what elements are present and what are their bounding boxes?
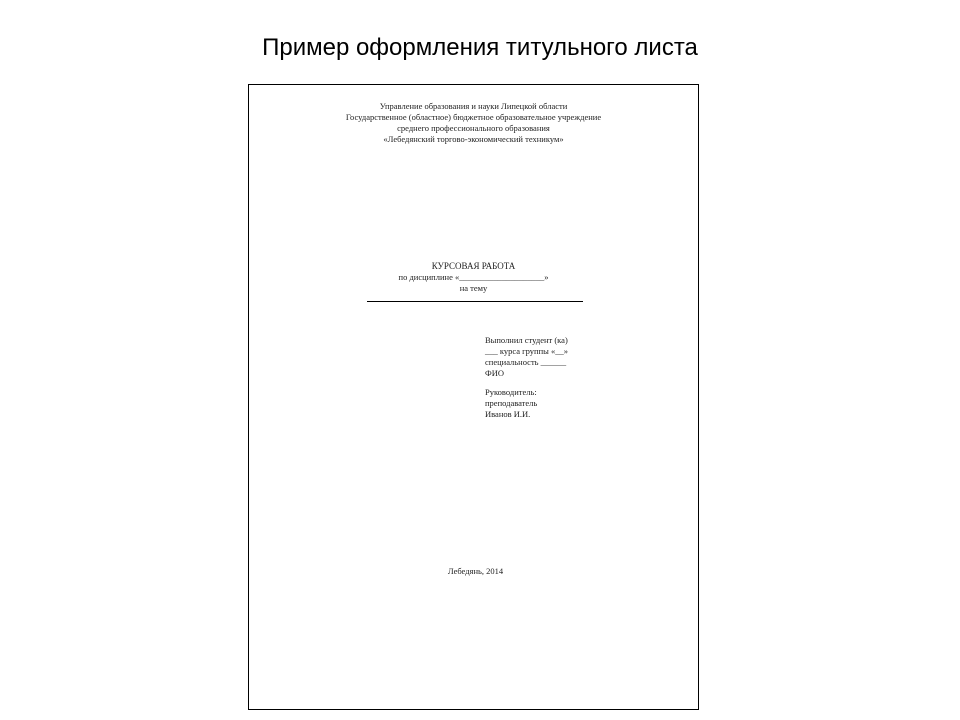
student-line-specialty: специальность ______	[485, 357, 567, 367]
work-topic-label: на тему	[459, 283, 488, 293]
student-line-performed-by: Выполнил студент (ка)	[485, 335, 568, 345]
supervisor-info	[485, 387, 537, 420]
supervisor-position: преподаватель	[485, 398, 538, 408]
header-line-education-level: среднего профессионального образования	[397, 123, 550, 133]
header-line-ministry: Управление образования и науки Липецкой области	[379, 101, 568, 111]
work-title: КУРСОВАЯ РАБОТА	[431, 261, 516, 271]
institution-header	[249, 101, 698, 145]
student-info	[485, 335, 568, 379]
topic-underline	[367, 301, 583, 302]
slide-title: Пример оформления титульного листа	[262, 34, 698, 61]
supervisor-name: Иванов И.И.	[485, 409, 531, 419]
header-line-institution-name: «Лебедянский торгово-экономический техникум»	[383, 134, 564, 144]
work-title-block	[249, 261, 698, 294]
student-line-course-group: ___ курса группы «__»	[485, 346, 568, 356]
place-and-year: Лебедянь, 2014	[447, 566, 504, 576]
work-discipline: по дисциплине «____________________»	[398, 272, 549, 282]
title-page-sheet	[248, 84, 699, 710]
student-line-name: ФИО	[485, 368, 504, 378]
supervisor-label: Руководитель:	[485, 387, 537, 397]
header-line-institution-type: Государственное (областное) бюджетное образовательное учреждение	[345, 112, 602, 122]
